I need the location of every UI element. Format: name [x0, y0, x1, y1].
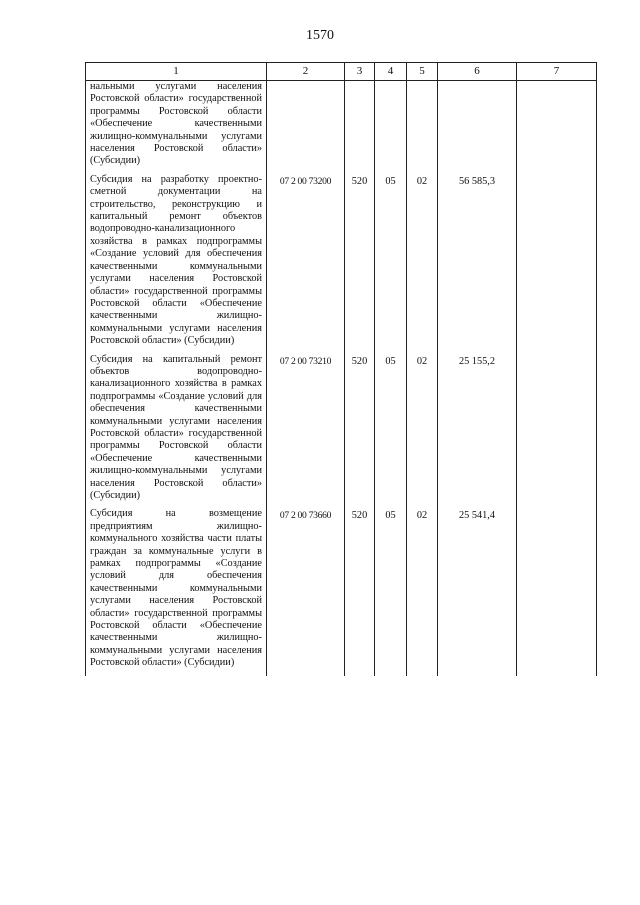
row-col7 [517, 174, 597, 354]
row-target-code [267, 81, 345, 174]
row-amount: 25 541,4 [438, 508, 517, 675]
row-name: Субсидия на разработку проектно-сметной документации на строительство, реконструкцию и капитальный ремонт объектов водопроводно-канализационного хозяйства в рамках подпрограммы «Создание условий для обеспечения качественными коммунальными услугами населения Ростовской области» государственной программы Ростовской области «Обеспечение качественными жилищно-коммунальными услугами населения Ростовской области» (Субсидии) [86, 174, 267, 354]
row-amount [438, 81, 517, 174]
row-expense-type: 520 [345, 354, 375, 509]
row-subsection [407, 81, 438, 174]
header-col-4: 4 [375, 63, 407, 81]
row-section: 05 [375, 508, 407, 675]
header-col-1: 1 [86, 63, 267, 81]
header-col-6: 6 [438, 63, 517, 81]
row-subsection: 02 [407, 174, 438, 354]
row-expense-type: 520 [345, 508, 375, 675]
header-col-2: 2 [267, 63, 345, 81]
header-row [86, 63, 597, 81]
header-col-5: 5 [407, 63, 438, 81]
row-subsection: 02 [407, 354, 438, 509]
budget-table [85, 62, 597, 676]
row-target-code: 07 2 00 73660 [267, 508, 345, 675]
row-name: нальными услугами населения Ростовской области» государственной программы Ростовской области «Обеспечение качественными жилищно-коммунальными услугами населения Ростовской области» (Субсидии) [86, 81, 267, 174]
row-col7 [517, 81, 597, 174]
row-subsection: 02 [407, 508, 438, 675]
row-section [375, 81, 407, 174]
row-col7 [517, 508, 597, 675]
row-name: Субсидия на капитальный ремонт объектов водопроводно-канализационного хозяйства в рамках подпрограммы «Создание условий для обеспечения качественными коммунальными услугами населения Ростовской области» государственной программы Ростовской области «Обеспечение качественными жилищно-коммунальными услугами населения Ростовской области» (Субсидии) [86, 354, 267, 509]
table-row [86, 354, 597, 509]
table-body [86, 81, 597, 676]
row-name: Субсидия на возмещение предприятиям жилищно-коммунального хозяйства части платы граждан за коммунальные услуги в рамках подпрограммы «Создание условий для обеспечения качественными коммунальными услугами населения Ростовской области» государственной программы Ростовской области «Обеспечение качественными жилищно-коммунальными услугами населения Ростовской области» (Субсидии) [86, 508, 267, 675]
row-target-code: 07 2 00 73210 [267, 354, 345, 509]
page-number: 1570 [306, 28, 334, 43]
row-col7 [517, 354, 597, 509]
row-section: 05 [375, 354, 407, 509]
table-row [86, 508, 597, 675]
row-section: 05 [375, 174, 407, 354]
row-amount: 56 585,3 [438, 174, 517, 354]
table-row [86, 174, 597, 354]
row-expense-type [345, 81, 375, 174]
table-row [86, 81, 597, 174]
header-col-3: 3 [345, 63, 375, 81]
row-amount: 25 155,2 [438, 354, 517, 509]
row-target-code: 07 2 00 73200 [267, 174, 345, 354]
header-col-7: 7 [517, 63, 597, 81]
row-expense-type: 520 [345, 174, 375, 354]
table-header [86, 63, 597, 81]
